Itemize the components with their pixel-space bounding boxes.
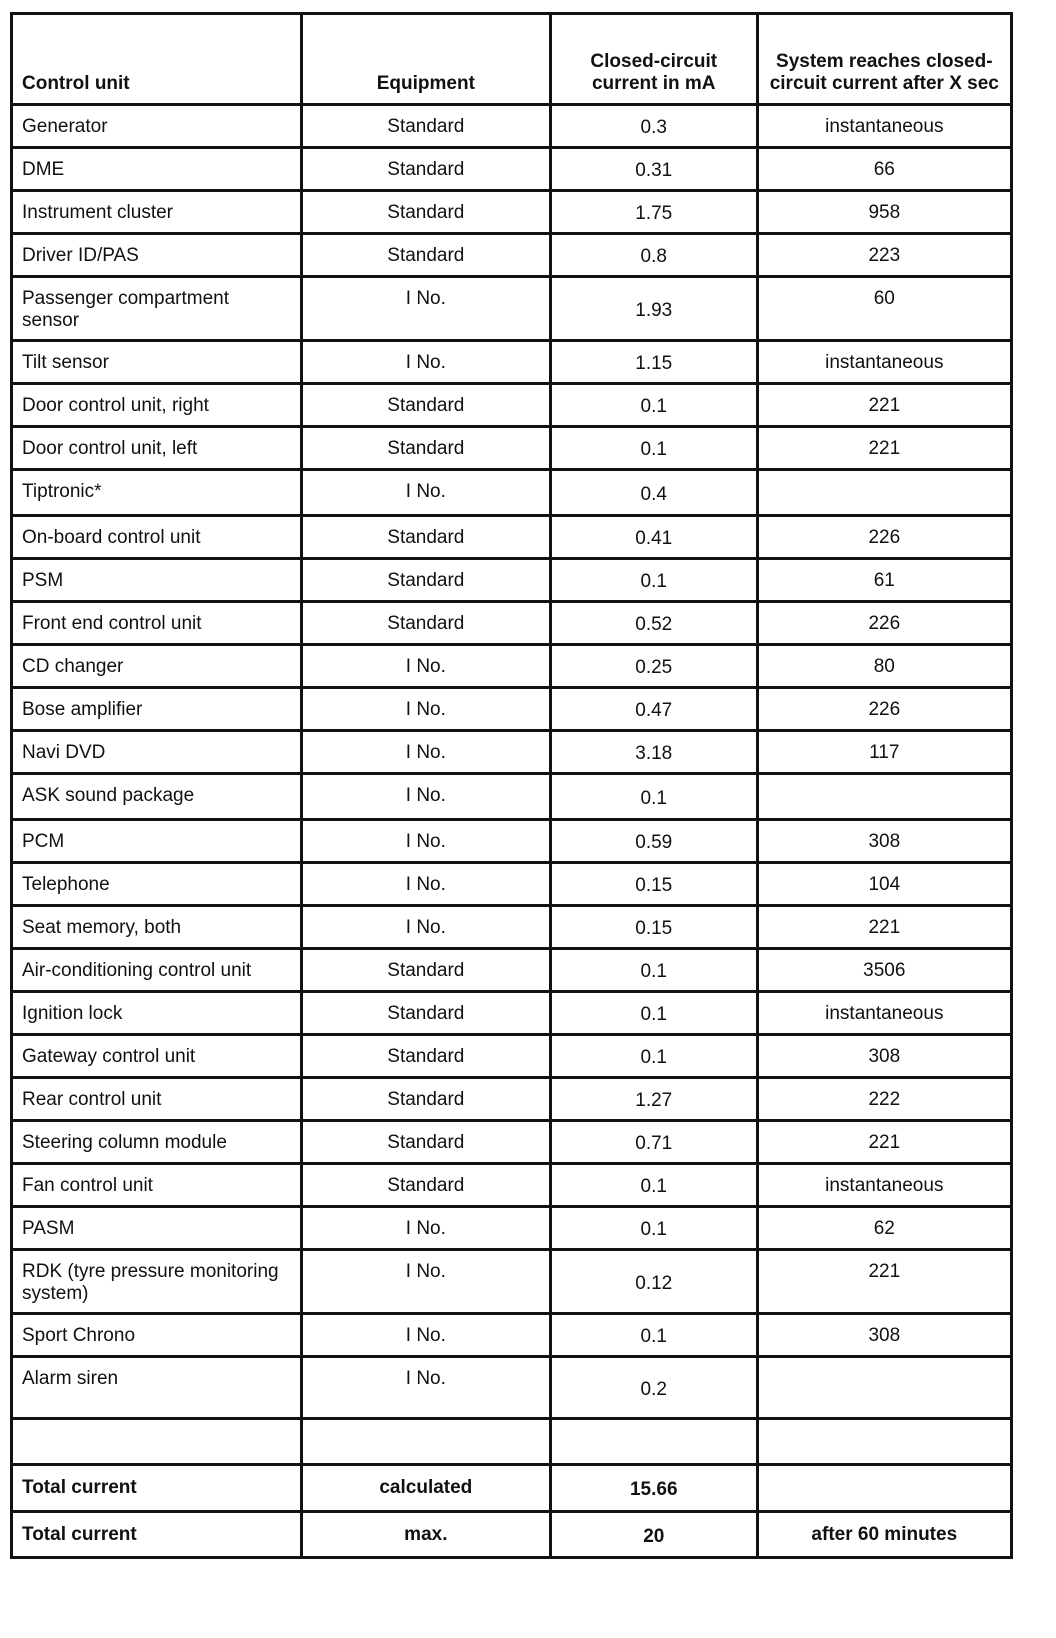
header-control-unit: Control unit — [12, 14, 302, 105]
equipment-cell: I No. — [301, 731, 550, 774]
time-cell: after 60 minutes — [757, 1512, 1011, 1558]
table-row — [12, 1078, 1012, 1121]
table-row — [12, 1207, 1012, 1250]
control-unit-cell: Navi DVD — [12, 731, 302, 774]
summary-row — [12, 1465, 1012, 1512]
table-row — [12, 470, 1012, 516]
control-unit-cell: Total current — [12, 1512, 302, 1558]
control-unit-cell: ASK sound package — [12, 774, 302, 820]
control-unit-cell: Alarm siren — [12, 1357, 302, 1419]
equipment-cell: Standard — [301, 148, 550, 191]
current-cell: 0.15 — [550, 906, 757, 949]
control-unit-cell: Front end control unit — [12, 602, 302, 645]
equipment-cell: Standard — [301, 1035, 550, 1078]
current-cell: 0.71 — [550, 1121, 757, 1164]
current-cell: 0.59 — [550, 820, 757, 863]
control-unit-cell: Sport Chrono — [12, 1314, 302, 1357]
current-cell: 0.25 — [550, 645, 757, 688]
control-unit-cell: Driver ID/PAS — [12, 234, 302, 277]
closed-circuit-current-table — [10, 12, 1013, 1559]
current-cell: 0.1 — [550, 774, 757, 820]
current-cell: 0.47 — [550, 688, 757, 731]
table-row — [12, 516, 1012, 559]
control-unit-cell: CD changer — [12, 645, 302, 688]
time-cell — [757, 470, 1011, 516]
equipment-cell: Standard — [301, 191, 550, 234]
equipment-cell: Standard — [301, 1078, 550, 1121]
current-cell: 1.15 — [550, 341, 757, 384]
control-unit-cell: PASM — [12, 1207, 302, 1250]
current-cell: 0.1 — [550, 1314, 757, 1357]
table-row — [12, 774, 1012, 820]
table-row — [12, 148, 1012, 191]
current-cell: 1.27 — [550, 1078, 757, 1121]
control-unit-cell: Tilt sensor — [12, 341, 302, 384]
current-cell: 0.1 — [550, 1207, 757, 1250]
current-cell: 0.1 — [550, 427, 757, 470]
control-unit-cell: Bose amplifier — [12, 688, 302, 731]
current-cell: 0.1 — [550, 384, 757, 427]
time-cell — [757, 1419, 1011, 1465]
table-row — [12, 105, 1012, 148]
control-unit-cell: Door control unit, left — [12, 427, 302, 470]
current-cell: 0.15 — [550, 863, 757, 906]
time-cell: 62 — [757, 1207, 1011, 1250]
time-cell: instantaneous — [757, 1164, 1011, 1207]
control-unit-cell: Air-conditioning control unit — [12, 949, 302, 992]
control-unit-cell: Ignition lock — [12, 992, 302, 1035]
table-row — [12, 341, 1012, 384]
control-unit-cell: PCM — [12, 820, 302, 863]
control-unit-cell: Instrument cluster — [12, 191, 302, 234]
table-row — [12, 1121, 1012, 1164]
current-cell: 0.31 — [550, 148, 757, 191]
control-unit-cell: Generator — [12, 105, 302, 148]
equipment-cell: Standard — [301, 384, 550, 427]
current-cell: 0.1 — [550, 1164, 757, 1207]
time-cell: 308 — [757, 820, 1011, 863]
control-unit-cell: Total current — [12, 1465, 302, 1512]
current-cell: 0.52 — [550, 602, 757, 645]
equipment-cell: I No. — [301, 1314, 550, 1357]
header-closed-circuit-current: Closed-circuit current in mA — [550, 14, 757, 105]
control-unit-cell: Passenger compartment sensor — [12, 277, 302, 341]
equipment-cell: Standard — [301, 559, 550, 602]
time-cell: 221 — [757, 1250, 1011, 1314]
control-unit-cell — [12, 1419, 302, 1465]
control-unit-cell: PSM — [12, 559, 302, 602]
control-unit-cell: Gateway control unit — [12, 1035, 302, 1078]
current-cell: 0.4 — [550, 470, 757, 516]
table-row — [12, 645, 1012, 688]
control-unit-cell: RDK (tyre pressure monitoring system) — [12, 1250, 302, 1314]
current-cell: 3.18 — [550, 731, 757, 774]
equipment-cell: I No. — [301, 1357, 550, 1419]
time-cell: 226 — [757, 516, 1011, 559]
equipment-cell: Standard — [301, 105, 550, 148]
table-row — [12, 1035, 1012, 1078]
current-cell: 0.1 — [550, 559, 757, 602]
table-row — [12, 1164, 1012, 1207]
time-cell: instantaneous — [757, 105, 1011, 148]
equipment-cell: max. — [301, 1512, 550, 1558]
equipment-cell: I No. — [301, 470, 550, 516]
equipment-cell: Standard — [301, 602, 550, 645]
table-row — [12, 1357, 1012, 1419]
table-row — [12, 1250, 1012, 1314]
time-cell: 221 — [757, 1121, 1011, 1164]
equipment-cell: Standard — [301, 234, 550, 277]
time-cell: 223 — [757, 234, 1011, 277]
table-row — [12, 427, 1012, 470]
equipment-cell: Standard — [301, 427, 550, 470]
equipment-cell: I No. — [301, 688, 550, 731]
equipment-cell: I No. — [301, 906, 550, 949]
equipment-cell: Standard — [301, 992, 550, 1035]
table-row — [12, 277, 1012, 341]
time-cell: 226 — [757, 602, 1011, 645]
equipment-cell: Standard — [301, 1121, 550, 1164]
equipment-cell: calculated — [301, 1465, 550, 1512]
control-unit-cell: Fan control unit — [12, 1164, 302, 1207]
table-row — [12, 906, 1012, 949]
time-cell: instantaneous — [757, 992, 1011, 1035]
current-cell: 1.75 — [550, 191, 757, 234]
current-cell: 0.41 — [550, 516, 757, 559]
table-row — [12, 1314, 1012, 1357]
time-cell: 117 — [757, 731, 1011, 774]
equipment-cell: I No. — [301, 277, 550, 341]
table-row — [12, 992, 1012, 1035]
current-cell: 0.1 — [550, 992, 757, 1035]
current-cell: 0.8 — [550, 234, 757, 277]
time-cell — [757, 1357, 1011, 1419]
table-row — [12, 559, 1012, 602]
control-unit-cell: Door control unit, right — [12, 384, 302, 427]
control-unit-cell: Steering column module — [12, 1121, 302, 1164]
table-header-row — [12, 14, 1012, 105]
time-cell: 221 — [757, 906, 1011, 949]
time-cell: 3506 — [757, 949, 1011, 992]
table-row — [12, 863, 1012, 906]
equipment-cell: Standard — [301, 516, 550, 559]
equipment-cell: I No. — [301, 341, 550, 384]
current-cell: 0.3 — [550, 105, 757, 148]
table-row — [12, 384, 1012, 427]
table-row — [12, 949, 1012, 992]
time-cell: 80 — [757, 645, 1011, 688]
current-cell: 0.12 — [550, 1250, 757, 1314]
control-unit-cell: DME — [12, 148, 302, 191]
equipment-cell: I No. — [301, 863, 550, 906]
control-unit-cell: Telephone — [12, 863, 302, 906]
time-cell: instantaneous — [757, 341, 1011, 384]
equipment-cell: Standard — [301, 1164, 550, 1207]
control-unit-cell: Rear control unit — [12, 1078, 302, 1121]
current-cell: 20 — [550, 1512, 757, 1558]
table-row — [12, 820, 1012, 863]
table-row — [12, 1419, 1012, 1465]
time-cell: 61 — [757, 559, 1011, 602]
header-equipment: Equipment — [301, 14, 550, 105]
time-cell: 104 — [757, 863, 1011, 906]
equipment-cell — [301, 1419, 550, 1465]
time-cell: 308 — [757, 1035, 1011, 1078]
table-row — [12, 731, 1012, 774]
control-unit-cell: Tiptronic* — [12, 470, 302, 516]
time-cell: 60 — [757, 277, 1011, 341]
current-cell: 0.1 — [550, 949, 757, 992]
summary-row — [12, 1512, 1012, 1558]
equipment-cell: I No. — [301, 1207, 550, 1250]
time-cell: 221 — [757, 384, 1011, 427]
current-cell: 1.93 — [550, 277, 757, 341]
table-row — [12, 191, 1012, 234]
time-cell: 221 — [757, 427, 1011, 470]
equipment-cell: I No. — [301, 774, 550, 820]
equipment-cell: Standard — [301, 949, 550, 992]
table-row — [12, 234, 1012, 277]
header-time-to-closed-circuit: System reaches closed-circuit current after X sec — [757, 14, 1011, 105]
current-cell: 15.66 — [550, 1465, 757, 1512]
time-cell: 308 — [757, 1314, 1011, 1357]
table-row — [12, 688, 1012, 731]
control-unit-cell: Seat memory, both — [12, 906, 302, 949]
time-cell: 958 — [757, 191, 1011, 234]
control-unit-cell: On-board control unit — [12, 516, 302, 559]
current-cell: 0.2 — [550, 1357, 757, 1419]
time-cell — [757, 774, 1011, 820]
equipment-cell: I No. — [301, 645, 550, 688]
table-body — [12, 105, 1012, 1558]
time-cell: 222 — [757, 1078, 1011, 1121]
current-cell: 0.1 — [550, 1035, 757, 1078]
time-cell — [757, 1465, 1011, 1512]
current-cell — [550, 1419, 757, 1465]
table-row — [12, 602, 1012, 645]
equipment-cell: I No. — [301, 1250, 550, 1314]
time-cell: 226 — [757, 688, 1011, 731]
equipment-cell: I No. — [301, 820, 550, 863]
time-cell: 66 — [757, 148, 1011, 191]
